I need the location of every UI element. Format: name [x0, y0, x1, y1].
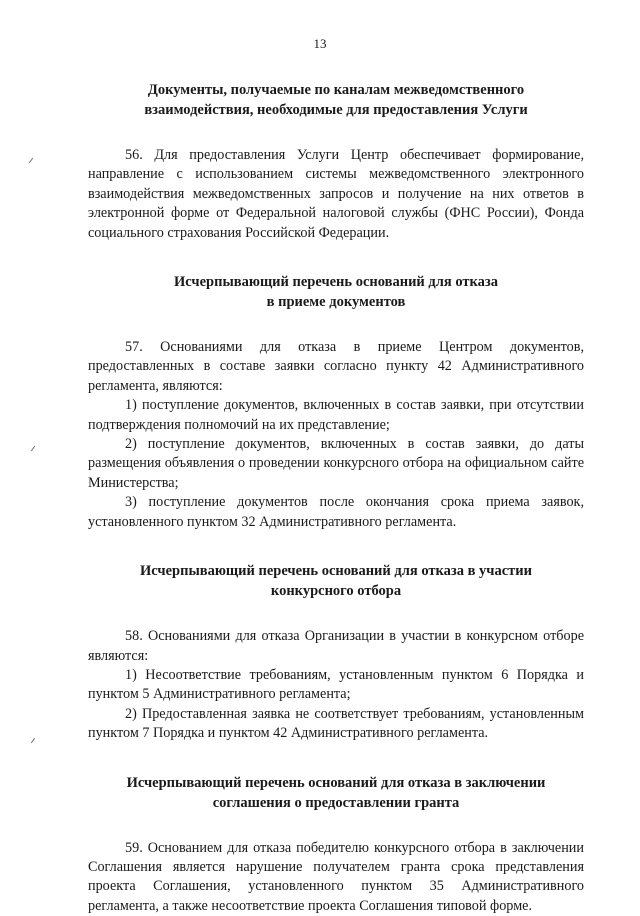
list-item: 1) поступление документов, включенных в состав заявки, при отсутствии подтверждения полномочий на их представление; — [88, 397, 584, 433]
paragraph: 59. Основанием для отказа победителю конкурсного отбора в заключении Соглашения является нарушение получателем гранта срока представления проекта Соглашения, установленного пунктом 35 Административного регламента, а также несоответствие проекта Соглашения типовой форме. — [88, 839, 584, 914]
paragraph: 56. Для предоставления Услуги Центр обеспечивает формирование, направление с использованием системы межведомственного электронного взаимодействия межведомственных запросов и получение на них ответов в электронной форме от Федеральной налоговой службы (ФНС России), Фонда социального страхования Российской Федерации. — [88, 147, 584, 241]
scan-mark — [29, 158, 33, 163]
scan-mark — [31, 738, 35, 743]
section-heading: Исчерпывающий перечень оснований для отказа в участии конкурсного отбора — [139, 563, 532, 600]
paragraph: 57. Основаниями для отказа в приеме Центром документов, предоставленных в составе заявки согласно пункту 42 Административного регламента, являются: — [88, 339, 584, 394]
section-heading: Исчерпывающий перечень оснований для отказа в заключении соглашения о предоставлении гранта — [126, 774, 546, 811]
document-body — [88, 80, 584, 916]
section-heading: Документы, получаемые по каналам межведомственного взаимодействия, необходимые для предоставления Услуги — [144, 82, 528, 118]
list-item: 2) Предоставленная заявка не соответствует требованиям, установленным пунктом 7 Порядка и пунктом 42 Административного регламента. — [88, 705, 584, 742]
list-item: 2) поступление документов, включенных в состав заявки, до даты размещения объявления о проведении конкурсного отбора на официальном сайте Министерства; — [88, 436, 584, 491]
section-heading: Исчерпывающий перечень оснований для отказа в приеме документов — [174, 274, 498, 311]
paragraph: 58. Основаниями для отказа Организации в участии в конкурсном отборе являются: — [88, 628, 584, 664]
page-number: 13 — [313, 36, 327, 51]
list-item: 1) Несоответствие требованиям, установленным пунктом 6 Порядка и пунктом 5 Административного регламента; — [88, 666, 584, 703]
list-item: 3) поступление документов после окончания срока приема заявок, установленного пунктом 32 Административного регламента. — [88, 494, 584, 530]
scan-mark — [31, 446, 35, 451]
